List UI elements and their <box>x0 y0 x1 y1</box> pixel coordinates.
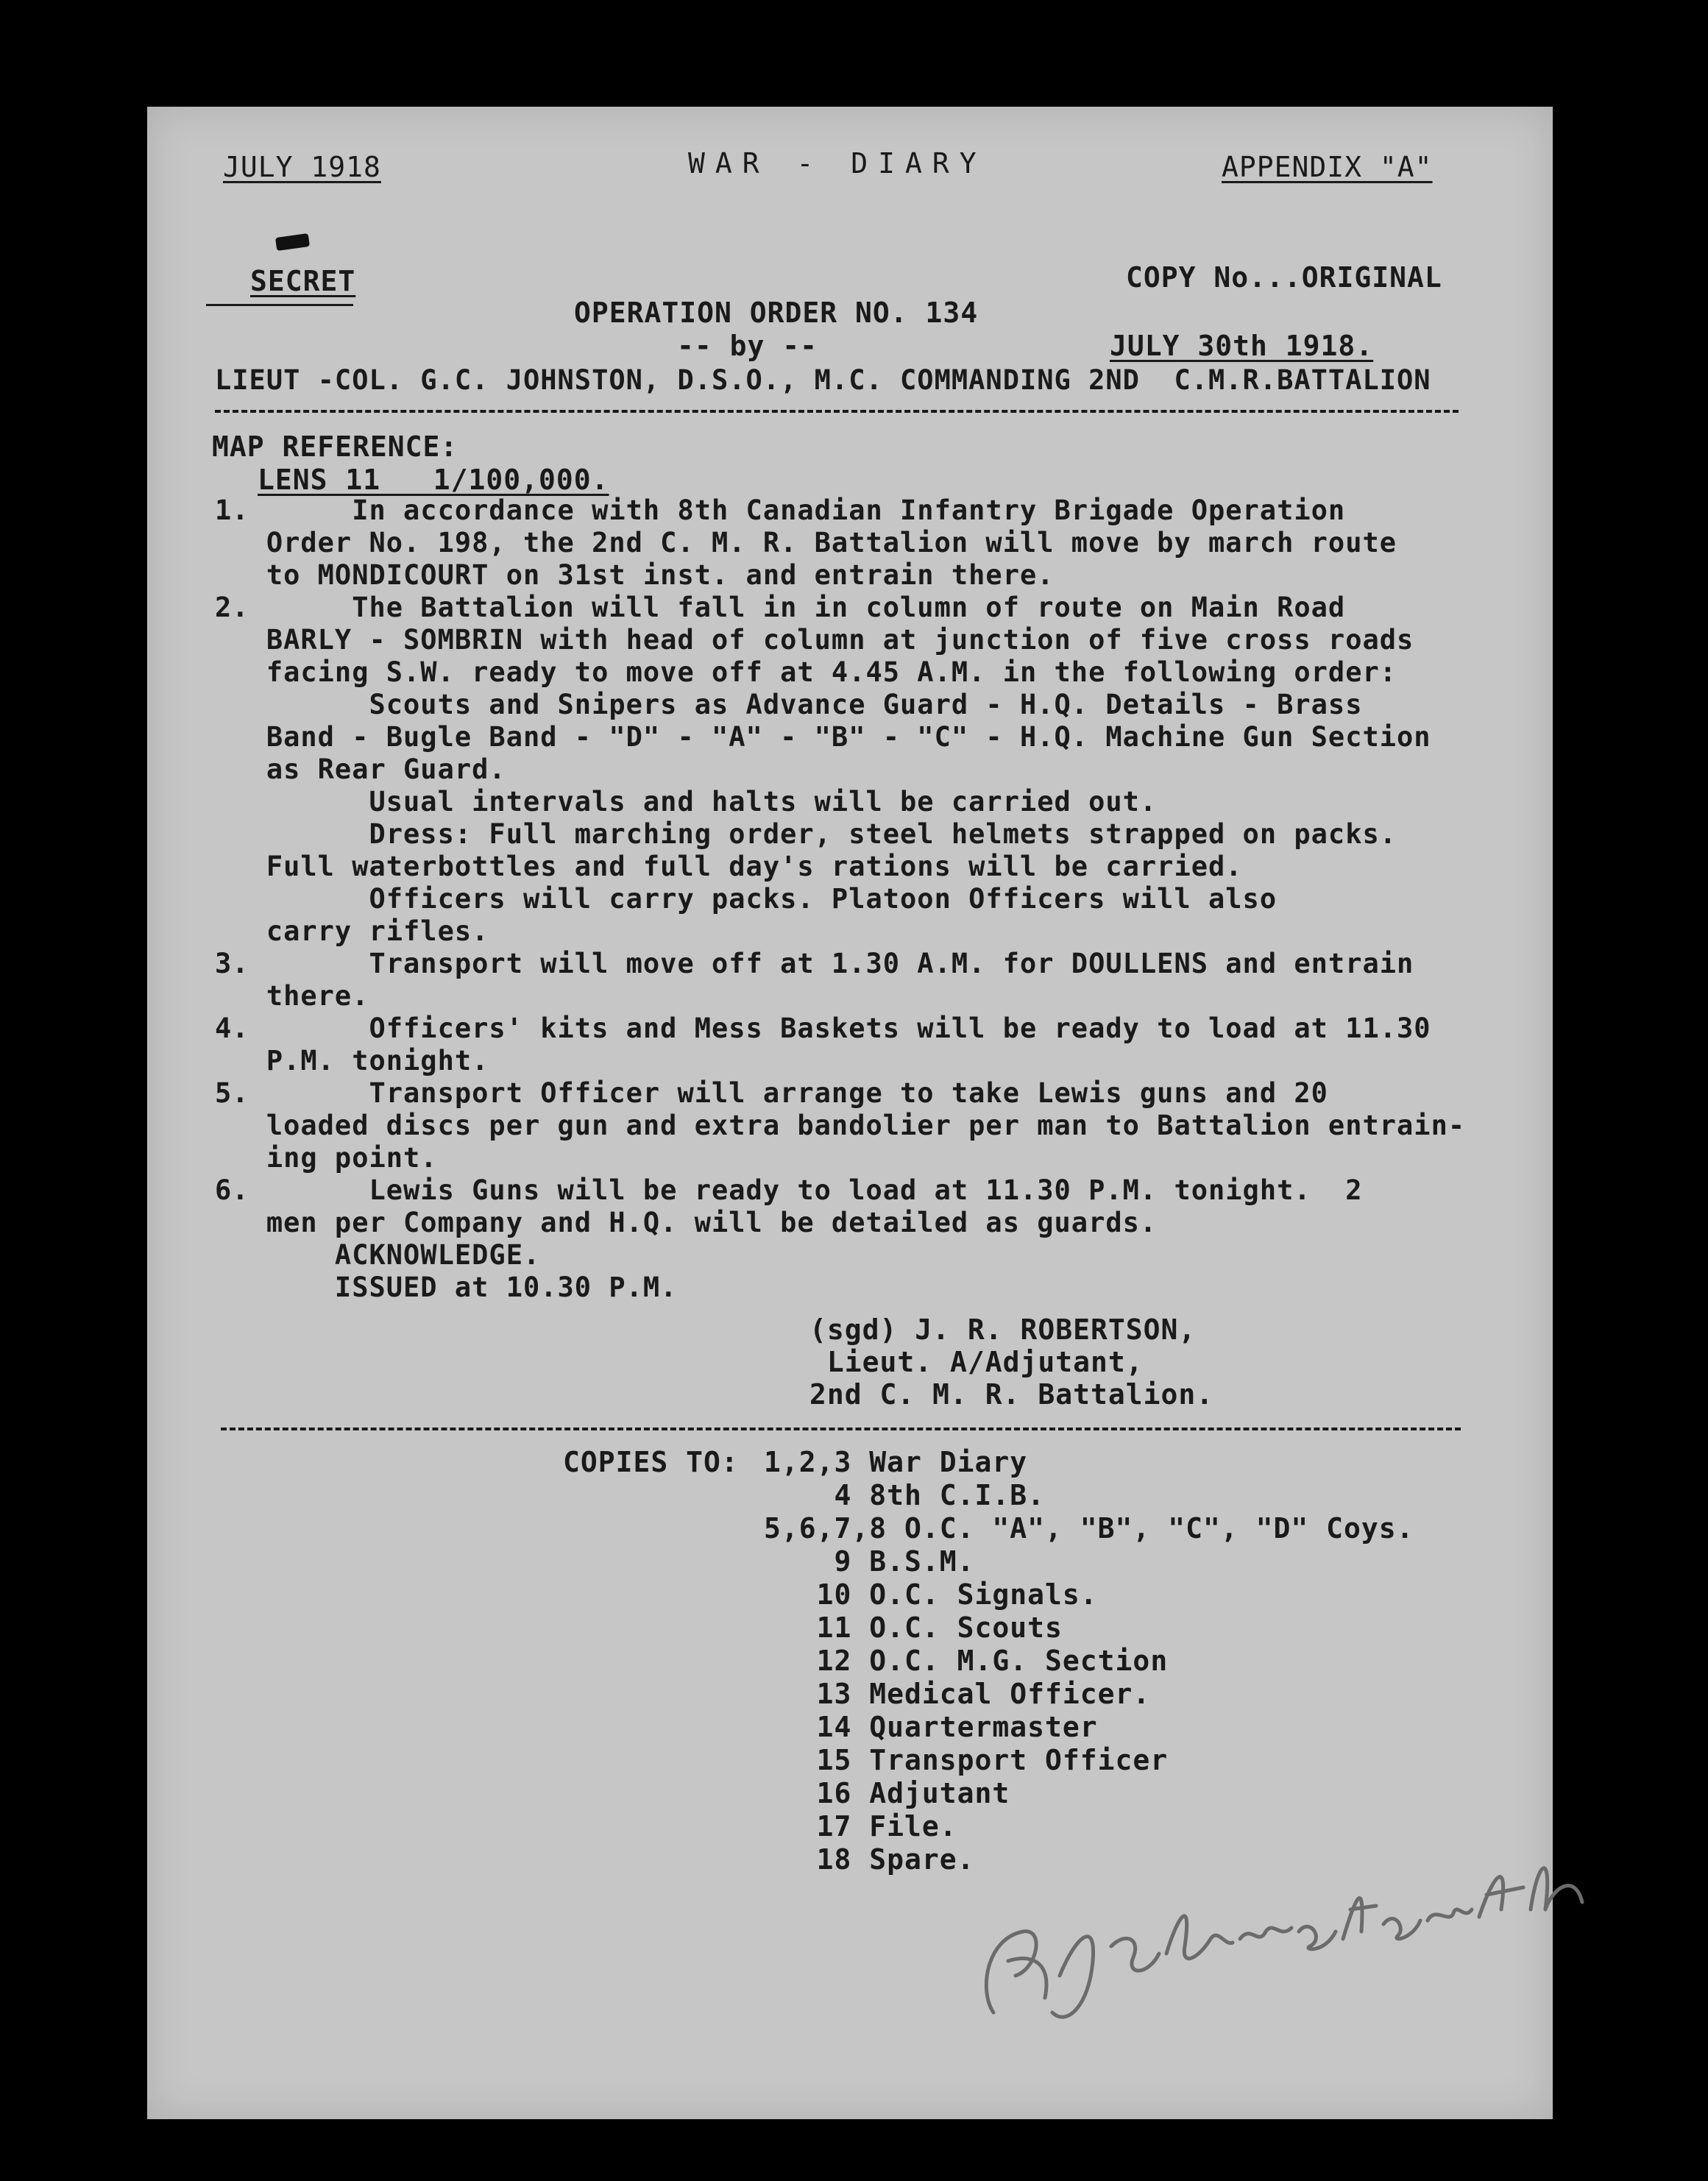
diary-title: WAR - DIARY <box>688 147 987 180</box>
order-title: OPERATION ORDER NO. 134 <box>574 297 979 329</box>
list-item: 1,2,3 War Diary <box>764 1446 1028 1478</box>
body-line: 2. The Battalion will fall in in column of route on Main Road <box>215 592 1346 623</box>
order-by: -- by -- <box>677 330 818 362</box>
body-line: 3. Transport will move off at 1.30 A.M. for DOULLENS and entrain <box>215 948 1414 979</box>
list-item: 17 File. <box>764 1810 957 1843</box>
list-item: 4 8th C.I.B. <box>764 1479 1046 1511</box>
body-line: loaded discs per gun and extra bandolier per man to Battalion entrain- <box>215 1110 1466 1141</box>
document-page <box>147 107 1553 2119</box>
body-line: to MONDICOURT on 31st inst. and entrain there. <box>215 559 1055 591</box>
order-date: JULY 30th 1918. <box>1110 330 1374 362</box>
map-reference-label: MAP REFERENCE: <box>212 430 458 463</box>
map-reference-value: LENS 11 1/100,000. <box>258 464 609 496</box>
body-line: ing point. <box>215 1142 438 1174</box>
list-item: 10 O.C. Signals. <box>764 1578 1098 1611</box>
handwritten-signature <box>964 1829 1626 2049</box>
body-line: P.M. tonight. <box>215 1045 489 1077</box>
list-item: 15 Transport Officer <box>764 1744 1169 1776</box>
signature-line: Lieut. A/Adjutant, <box>809 1346 1144 1378</box>
commander-line: LIEUT -COL. G.C. JOHNSTON, D.S.O., M.C. COMMANDING 2ND C.M.R.BATTALION <box>215 364 1431 396</box>
redaction-mark <box>275 233 310 251</box>
signature-line: 2nd C. M. R. Battalion. <box>809 1378 1214 1411</box>
body-line: Order No. 198, the 2nd C. M. R. Battalion will move by march route <box>215 527 1397 558</box>
divider-top <box>215 410 1459 413</box>
list-item: 9 B.S.M. <box>764 1545 975 1578</box>
list-item: 12 O.C. M.G. Section <box>764 1645 1169 1677</box>
body-line: BARLY - SOMBRIN with head of column at junction of five cross roads <box>215 624 1414 656</box>
body-line: carry rifles. <box>215 915 489 947</box>
issued-line: ISSUED at 10.30 P.M. <box>215 1272 678 1303</box>
list-item: 13 Medical Officer. <box>764 1678 1151 1710</box>
list-item: 18 Spare. <box>764 1843 975 1876</box>
secret-underline <box>206 304 353 306</box>
copies-label: COPIES TO: <box>563 1446 739 1478</box>
body-line: Usual intervals and halts will be carried out. <box>215 786 1158 818</box>
diary-date: JULY 1918 <box>223 151 381 183</box>
list-item: 16 Adjutant <box>764 1777 1010 1809</box>
acknowledge-line: ACKNOWLEDGE. <box>215 1239 541 1271</box>
body-line: Full waterbottles and full day's rations will be carried. <box>215 851 1243 882</box>
divider-bottom <box>221 1428 1461 1430</box>
secret-label: SECRET <box>250 265 356 297</box>
body-line: Band - Bugle Band - "D" - "A" - "B" - "C" - H.Q. Machine Gun Section <box>215 721 1431 753</box>
body-line: Officers will carry packs. Platoon Officers will also <box>215 883 1278 915</box>
body-line: there. <box>215 980 369 1012</box>
body-line: 1. In accordance with 8th Canadian Infantry Brigade Operation <box>215 494 1346 526</box>
signature-line: (sgd) J. R. ROBERTSON, <box>809 1313 1197 1346</box>
list-item: 5,6,7,8 O.C. "A", "B", "C", "D" Coys. <box>764 1512 1414 1545</box>
body-line: 6. Lewis Guns will be ready to load at 11.30 P.M. tonight. 2 <box>215 1174 1363 1206</box>
body-line: facing S.W. ready to move off at 4.45 A.M. in the following order: <box>215 656 1397 688</box>
body-line: 4. Officers' kits and Mess Baskets will be ready to load at 11.30 <box>215 1013 1431 1044</box>
body-line: 5. Transport Officer will arrange to take Lewis guns and 20 <box>215 1077 1328 1109</box>
copy-number: COPY No...ORIGINAL <box>1126 261 1442 294</box>
list-item: 11 O.C. Scouts <box>764 1611 1063 1644</box>
copies-list <box>764 1446 1414 1876</box>
body-line: Scouts and Snipers as Advance Guard - H.Q. Details - Brass <box>215 689 1363 720</box>
list-item: 14 Quartermaster <box>764 1711 1098 1743</box>
body-line: Dress: Full marching order, steel helmets strapped on packs. <box>215 818 1397 850</box>
order-body <box>215 494 1465 1304</box>
body-line: as Rear Guard. <box>215 753 506 785</box>
body-line: men per Company and H.Q. will be detailed as guards. <box>215 1207 1158 1238</box>
appendix-label: APPENDIX "A" <box>1222 151 1433 183</box>
signature-block <box>809 1313 1213 1411</box>
